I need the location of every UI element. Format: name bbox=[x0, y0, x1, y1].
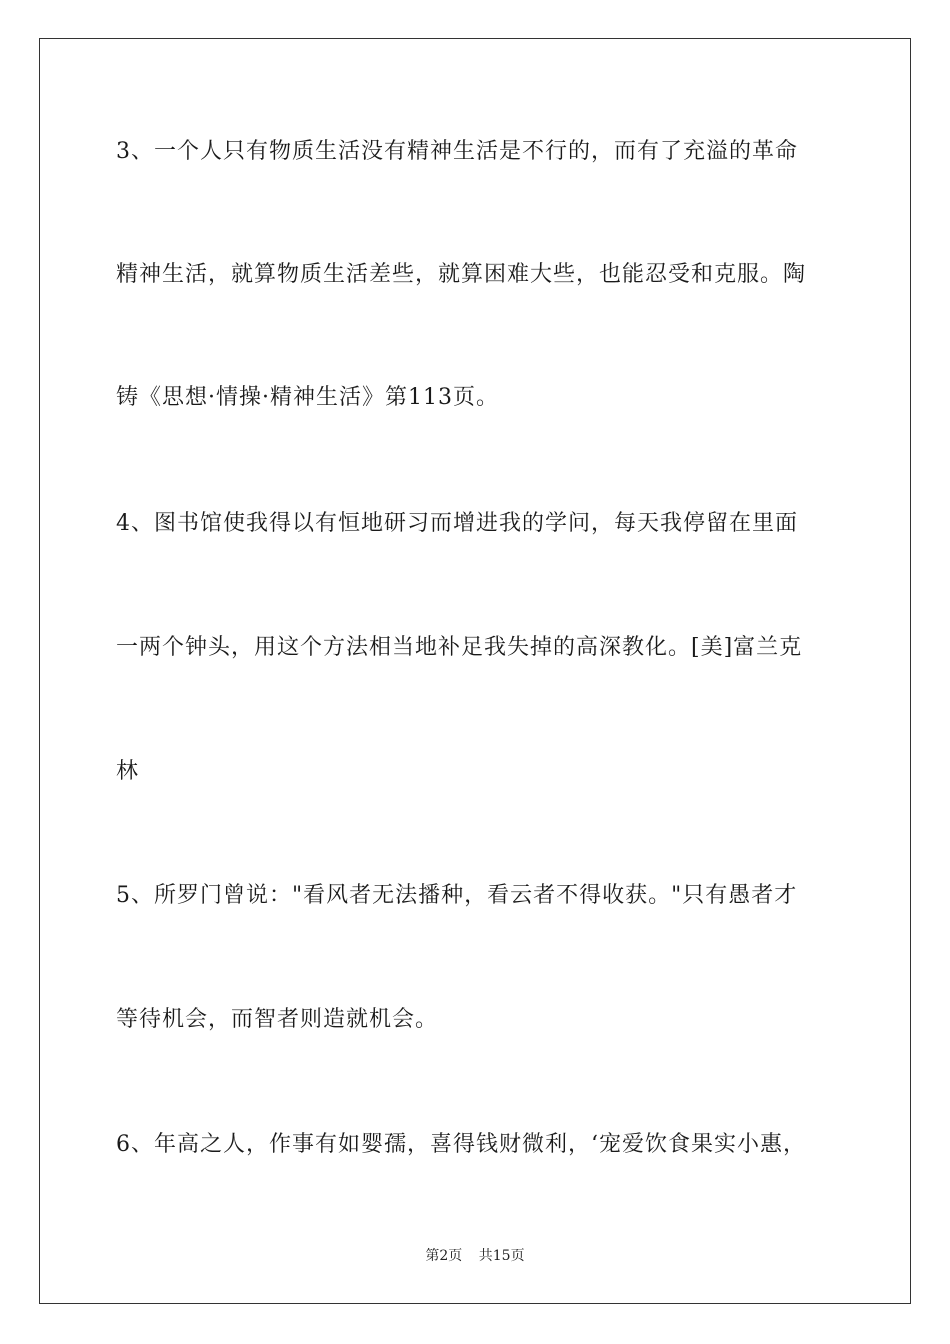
page-footer bbox=[0, 1246, 950, 1266]
paragraph-4-line-1: 4、图书馆使我得以有恒地研习而增进我的学问，每天我停留在里面 bbox=[116, 511, 798, 536]
page-number: 第2页 bbox=[425, 1248, 463, 1264]
paragraph-3-line-1: 3、一个人只有物质生活没有精神生活是不行的，而有了充溢的革命 bbox=[116, 139, 798, 164]
paragraph-5-line-1: 5、所罗门曾说："看风者无法播种，看云者不得收获。"只有愚者才 bbox=[116, 883, 798, 908]
paragraph-6-line-1: 6、年高之人，作事有如婴孺，喜得钱财微利，‘宠爱饮食果实小惠， bbox=[116, 1132, 806, 1157]
paragraph-5-line-2: 等待机会，而智者则造就机会。 bbox=[116, 1007, 439, 1032]
paragraph-4-line-2: 一两个钟头，用这个方法相当地补足我失掉的高深教化。[美]富兰克 bbox=[116, 635, 803, 660]
page-total: 共15页 bbox=[478, 1248, 525, 1264]
paragraph-3-line-3: 铸《思想·情操·精神生活》第113页。 bbox=[116, 385, 499, 410]
page-border bbox=[39, 38, 911, 1304]
paragraph-3-line-2: 精神生活，就算物质生活差些，就算困难大些，也能忍受和克服。陶 bbox=[116, 262, 807, 287]
paragraph-4-line-3: 林 bbox=[116, 759, 140, 784]
